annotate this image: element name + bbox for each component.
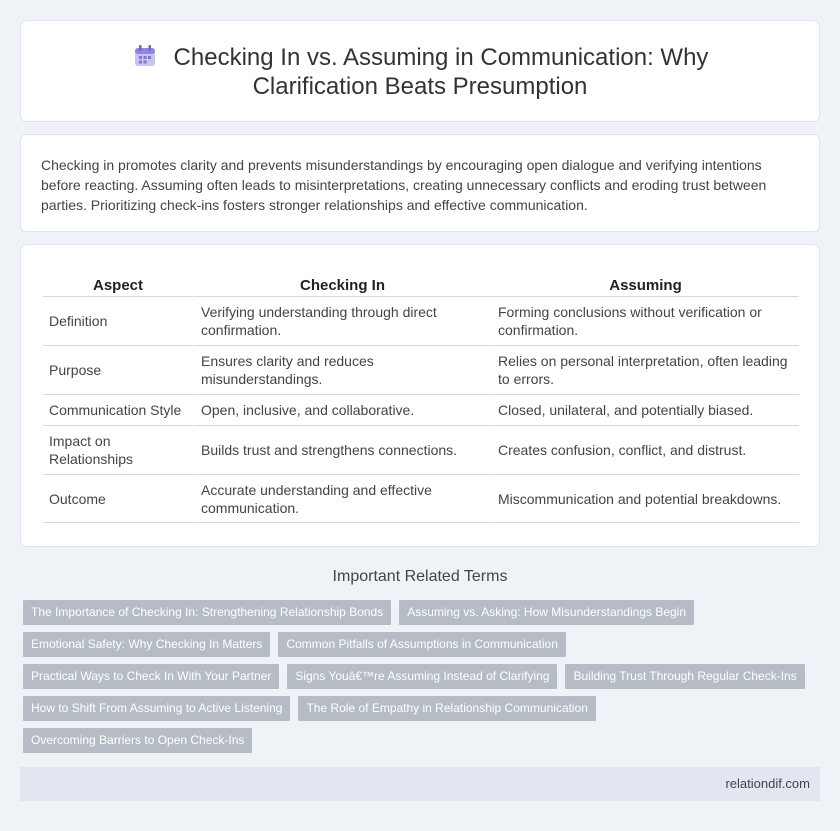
table-cell: Purpose bbox=[43, 346, 193, 395]
related-terms-heading: Important Related Terms bbox=[332, 568, 508, 585]
related-term-link[interactable]: How to Shift From Assuming to Active Listening bbox=[23, 696, 290, 721]
site-link[interactable]: relationdif.com bbox=[725, 776, 810, 791]
table-cell: Open, inclusive, and collaborative. bbox=[193, 395, 490, 426]
related-term-link[interactable]: Common Pitfalls of Assumptions in Communication bbox=[278, 632, 565, 657]
calendar-icon bbox=[132, 43, 158, 69]
related-term-link[interactable]: Signs Youâ€™re Assuming Instead of Clarifying bbox=[287, 664, 557, 689]
related-term-link[interactable]: The Importance of Checking In: Strengthening Relationship Bonds bbox=[23, 600, 391, 625]
footer bbox=[20, 767, 820, 801]
table-cell: Verifying understanding through direct confirmation. bbox=[193, 297, 490, 346]
table-header: Checking In bbox=[193, 275, 490, 297]
related-term-link[interactable]: Practical Ways to Check In With Your Partner bbox=[23, 664, 279, 689]
related-term-link[interactable]: Emotional Safety: Why Checking In Matters bbox=[23, 632, 270, 657]
related-term-link[interactable]: Overcoming Barriers to Open Check-Ins bbox=[23, 728, 252, 753]
table-cell: Relies on personal interpretation, often leading to errors. bbox=[490, 346, 799, 395]
table-row bbox=[43, 426, 799, 475]
related-term-link[interactable]: Assuming vs. Asking: How Misunderstandings Begin bbox=[399, 600, 694, 625]
table-cell: Forming conclusions without verification or confirmation. bbox=[490, 297, 799, 346]
related-term-link[interactable]: The Role of Empathy in Relationship Communication bbox=[298, 696, 595, 721]
comparison-table bbox=[43, 275, 799, 523]
intro-text: Checking in promotes clarity and prevents misunderstandings by encouraging open dialogue and verifying intentions before reacting. Assuming often leads to misinterpretations, creating unnecessary conflicts and eroding trust between parties. Prioritizing check-ins fosters stronger relationships and effective communication. bbox=[41, 157, 767, 213]
related-terms-list bbox=[23, 600, 813, 760]
table-header: Assuming bbox=[490, 275, 799, 297]
table-cell: Creates confusion, conflict, and distrust. bbox=[490, 426, 799, 475]
comparison-table-card bbox=[20, 244, 820, 547]
page-title-text: Checking In vs. Assuming in Communication: Why Clarification Beats Presumption bbox=[173, 44, 709, 100]
page-title bbox=[70, 43, 770, 101]
table-row bbox=[43, 475, 799, 523]
table-cell: Communication Style bbox=[43, 395, 193, 426]
table-cell: Builds trust and strengthens connections. bbox=[193, 426, 490, 475]
table-row bbox=[43, 395, 799, 426]
header-card bbox=[20, 20, 820, 122]
table-cell: Definition bbox=[43, 297, 193, 346]
table-row bbox=[43, 297, 799, 346]
table-cell: Closed, unilateral, and potentially biased. bbox=[490, 395, 799, 426]
table-header-row bbox=[43, 275, 799, 297]
table-cell: Impact on Relationships bbox=[43, 426, 193, 475]
related-term-link[interactable]: Building Trust Through Regular Check-Ins bbox=[565, 664, 804, 689]
table-cell: Outcome bbox=[43, 475, 193, 523]
table-header: Aspect bbox=[43, 275, 193, 297]
table-cell: Miscommunication and potential breakdowns. bbox=[490, 475, 799, 523]
table-row bbox=[43, 346, 799, 395]
table-cell: Accurate understanding and effective communication. bbox=[193, 475, 490, 523]
intro-card bbox=[20, 134, 820, 232]
table-cell: Ensures clarity and reduces misunderstandings. bbox=[193, 346, 490, 395]
